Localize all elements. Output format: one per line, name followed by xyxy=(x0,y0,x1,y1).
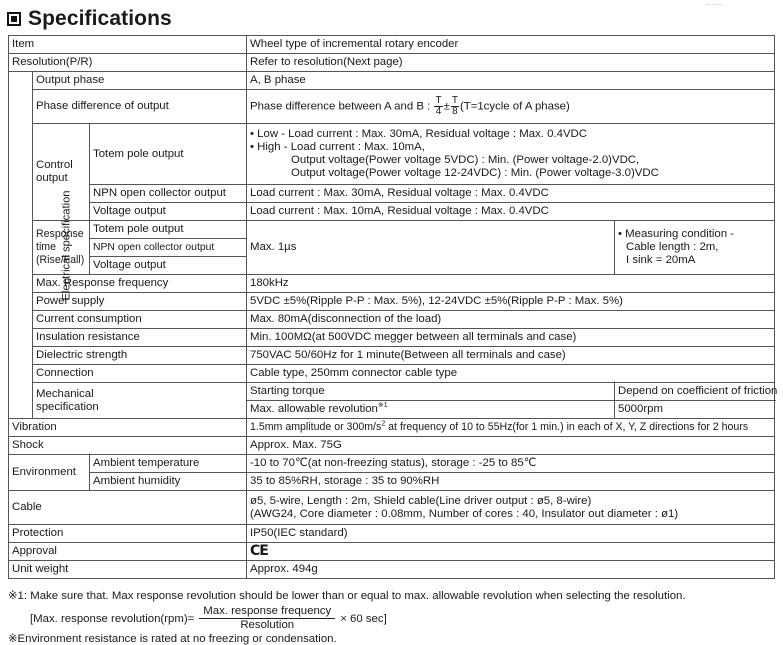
response-time-label: Response time (Rise/Fall) xyxy=(33,221,90,275)
spec-table xyxy=(8,35,778,579)
cable-label: Cable xyxy=(9,491,247,525)
table-row xyxy=(9,54,775,72)
weight-value: Approx. 494g xyxy=(247,561,775,579)
dielectric-label: Dielectric strength xyxy=(33,347,247,365)
table-row xyxy=(9,347,775,365)
vibration-value: 1.5mm amplitude or $300m/s^2$ at frequency of 10 to 55Hz(for 1 min.) in each of X, Y, Z directions for 2 hours xyxy=(247,419,775,437)
table-row xyxy=(9,419,775,437)
humidity-value: 35 to 85%RH, storage : 35 to 90%RH xyxy=(247,473,775,491)
max-freq-label: Max. Response frequency xyxy=(33,275,247,293)
table-row xyxy=(9,124,775,185)
table-row xyxy=(9,543,775,561)
output-phase-value: A, B phase xyxy=(247,72,775,90)
protection-value: IP50(IEC standard) xyxy=(247,525,775,543)
footnote-2: ※Environment resistance is rated at no freezing or condensation. xyxy=(8,633,337,645)
table-row xyxy=(9,221,775,239)
table-row xyxy=(9,185,775,203)
section-heading xyxy=(7,6,172,32)
rt-voltage-label: Voltage output xyxy=(90,257,247,275)
power-label: Power supply xyxy=(33,293,247,311)
table-row xyxy=(9,383,775,401)
page-title: Specifications xyxy=(28,7,172,30)
header-corner-text: ......... xyxy=(705,0,723,7)
connection-label: Connection xyxy=(33,365,247,383)
shock-label: Shock xyxy=(9,437,247,455)
table-row xyxy=(9,473,775,491)
table-row xyxy=(9,293,775,311)
insulation-label: Insulation resistance xyxy=(33,329,247,347)
npn-value: Load current : Max. 30mA, Residual voltage : Max. 0.4VDC xyxy=(247,185,775,203)
table-row xyxy=(9,561,775,579)
humidity-label: Ambient humidity xyxy=(90,473,247,491)
current-value: Max. 80mA(disconnection of the load) xyxy=(247,311,775,329)
output-phase-label: Output phase xyxy=(33,72,247,90)
cable-value: ø5, 5-wire, Length : 2m, Shield cable(Line driver output : ø5, 8-wire) (AWG24, Core diameter : 0.08mm, Number of cores : 40, Insulator out diameter : ø1) xyxy=(247,491,775,525)
insulation-value: Min. 100MΩ(at 500VDC megger between all terminals and case) xyxy=(247,329,775,347)
phase-diff-label: Phase difference of output xyxy=(33,90,247,124)
item-label: Item xyxy=(9,36,247,54)
table-row xyxy=(9,365,775,383)
fraction: Max. response frequency Resolution xyxy=(199,605,335,632)
approval-value xyxy=(247,543,775,561)
shock-value: Approx. Max. 75G xyxy=(247,437,775,455)
table-row xyxy=(9,203,775,221)
table-row xyxy=(9,90,775,124)
temp-value: -10 to 70℃(at non-freezing status), storage : -25 to 85℃ xyxy=(247,455,775,473)
current-label: Current consumption xyxy=(33,311,247,329)
totem-label: Totem pole output xyxy=(90,124,247,185)
rt-npn-label: NPN open collector output xyxy=(90,239,247,257)
voltage-label: Voltage output xyxy=(90,203,247,221)
square-bullet-icon xyxy=(7,12,21,26)
item-value: Wheel type of incremental rotary encoder xyxy=(247,36,775,54)
voltage-value: Load current : Max. 10mA, Residual voltage : Max. 0.4VDC xyxy=(247,203,775,221)
npn-label: NPN open collector output xyxy=(90,185,247,203)
table-row xyxy=(9,455,775,473)
control-output-label: Control output xyxy=(33,124,90,221)
torque-label: Starting torque xyxy=(247,383,615,401)
temp-label: Ambient temperature xyxy=(90,455,247,473)
protection-label: Protection xyxy=(9,525,247,543)
table-row xyxy=(9,329,775,347)
fraction: $\frac{T}{4}$ xyxy=(435,95,442,117)
totem-value: • Low - Load current : Max. 30mA, Residual voltage : Max. 0.4VDC • High - Load current : Max. 10mA, Output voltage(Power voltage 5VDC) : Min. (Power voltage-2.0)VDC, Output voltage(Power voltage 12-24VDC) : Min. (Power voltage-3.0)VDC xyxy=(247,124,775,185)
resolution-value: Refer to resolution(Next page) xyxy=(247,54,775,72)
rt-totem-label: Totem pole output xyxy=(90,221,247,239)
resolution-label: Resolution(P/R) xyxy=(9,54,247,72)
table-row xyxy=(9,311,775,329)
table-row xyxy=(9,72,775,90)
table-row xyxy=(9,275,775,293)
fraction: $\frac{T}{8}$ xyxy=(451,95,458,117)
max-freq-value: 180kHz xyxy=(247,275,775,293)
phase-diff-value: Phase difference between A and B : $\frac{T}{4}$ ± $\frac{T}{8}$ (T=1cycle of A phase) xyxy=(247,90,775,124)
ce-mark-icon: CE xyxy=(250,542,268,559)
electrical-group-label: Electrical specification xyxy=(9,72,33,419)
weight-label: Unit weight xyxy=(9,561,247,579)
dielectric-value: 750VAC 50/60Hz for 1 minute(Between all terminals and case) xyxy=(247,347,775,365)
footnote-1: ※1: Make sure that. Max response revolution should be lower than or equal to max. allowable revolution when selecting the resolution. xyxy=(8,590,686,602)
mechanical-label: Mechanical specification xyxy=(33,383,247,419)
max-rev-label: Max. allowable revolution$^{※1}$ xyxy=(247,401,615,419)
connection-value: Cable type, 250mm connector cable type xyxy=(247,365,775,383)
response-time-value: Max. 1µs xyxy=(247,221,615,275)
vibration-label: Vibration xyxy=(9,419,247,437)
approval-label: Approval xyxy=(9,543,247,561)
power-value: 5VDC ±5%(Ripple P-P : Max. 5%), 12-24VDC ±5%(Ripple P-P : Max. 5%) xyxy=(247,293,775,311)
measuring-condition: • Measuring condition - Cable length : 2m, I sink = 20mA xyxy=(615,221,775,275)
table-row xyxy=(9,525,775,543)
torque-value: Depend on coefficient of friction xyxy=(615,383,775,401)
table-row xyxy=(9,491,775,525)
max-rev-value: 5000rpm xyxy=(615,401,775,419)
table-row xyxy=(9,36,775,54)
environment-label: Environment xyxy=(9,455,90,491)
revolution-formula: [Max. response revolution(rpm)= Max. response frequency Resolution × 60 sec] xyxy=(30,605,387,631)
table-row xyxy=(9,437,775,455)
